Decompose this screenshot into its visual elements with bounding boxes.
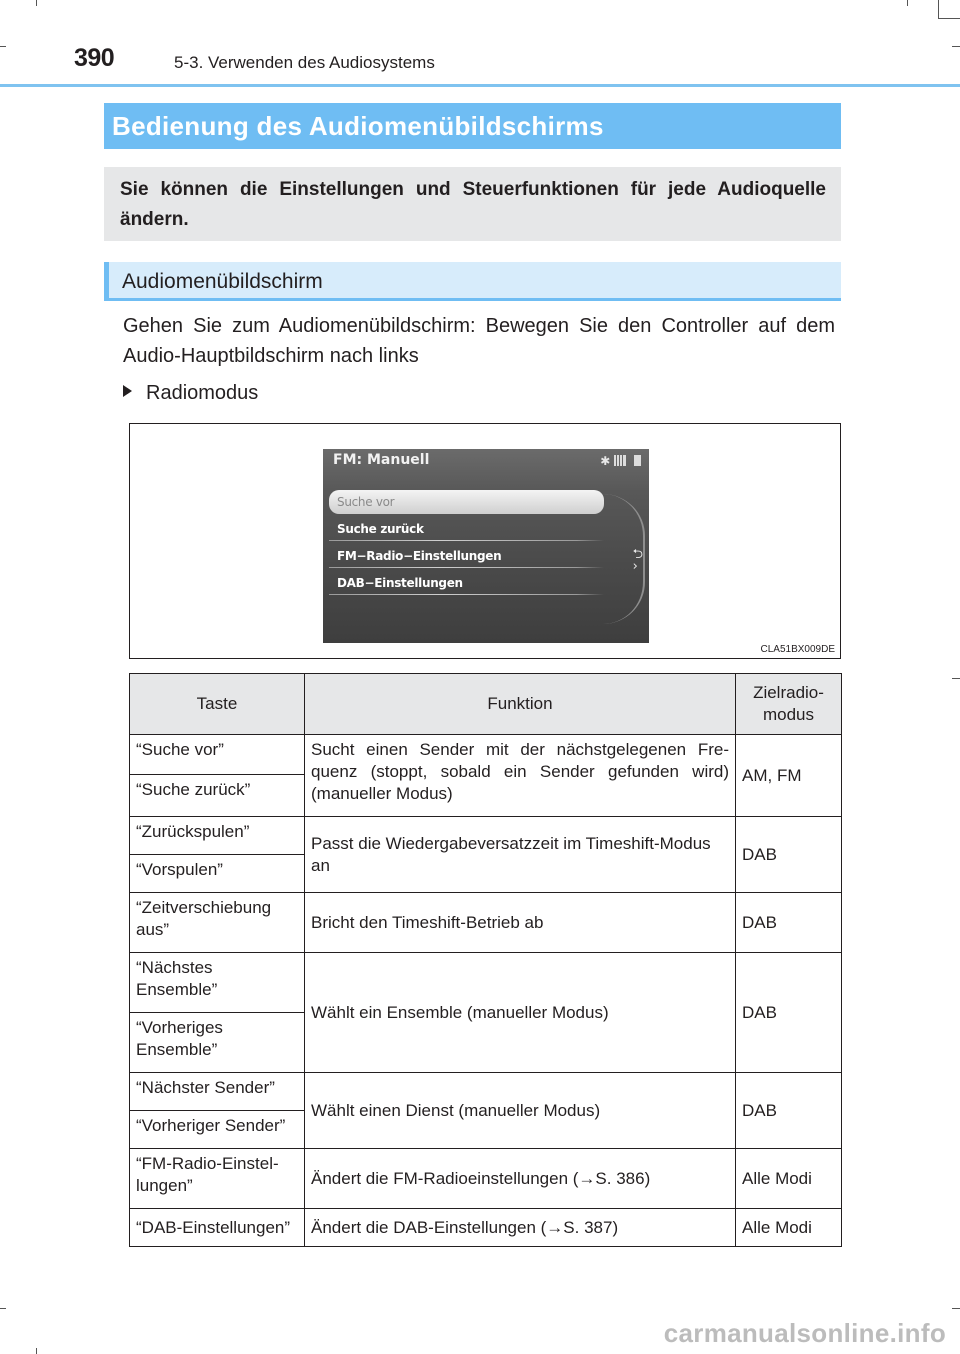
table-row	[130, 953, 842, 1013]
cell-taste: “FM-Radio-Einstel-lungen”	[130, 1149, 305, 1209]
crop-mark	[952, 678, 960, 679]
cell-funktion: Ändert die FM-Radioeinstellungen (→S. 386)	[305, 1149, 736, 1209]
watermark: carmanualsonline.info	[663, 1318, 946, 1348]
cell-funktion: Wählt einen Dienst (manueller Modus)	[305, 1073, 736, 1149]
bullet-item	[123, 379, 258, 407]
crop-mark	[952, 1308, 960, 1309]
cell-modus: DAB	[736, 1073, 842, 1149]
table-row	[130, 893, 842, 953]
screen-title: FM: Manuell	[333, 452, 430, 468]
signal-icon	[614, 455, 626, 466]
back-icon[interactable]: ⮌ ›	[632, 547, 643, 574]
cell-taste: “Suche vor”	[130, 735, 305, 775]
subheading-text: Audiomenübildschirm	[122, 270, 323, 293]
page-title: Bedienung des Audiomenübildschirms	[104, 103, 841, 149]
header-rule	[0, 84, 960, 87]
col-header-funktion: Funktion	[305, 674, 736, 735]
table-row	[130, 817, 842, 855]
table-row	[130, 1209, 842, 1247]
crop-mark	[938, 18, 960, 19]
col-header-modus-text: Zielradio- modus	[753, 683, 824, 724]
menu-item-label: DAB−Einstellungen	[337, 576, 463, 590]
cell-taste: “Zeitverschiebung aus”	[130, 893, 305, 953]
cell-taste: “Vorspulen”	[130, 855, 305, 893]
bullet-text: Radiomodus	[146, 382, 259, 404]
table-row	[130, 1073, 842, 1111]
cell-modus: AM, FM	[736, 735, 842, 817]
cell-funktion: Wählt ein Ensemble (manueller Modus)	[305, 953, 736, 1073]
cell-modus: DAB	[736, 893, 842, 953]
figure-code: CLA51BX009DE	[760, 644, 835, 655]
status-icons	[600, 454, 641, 468]
menu-item-fm-settings[interactable]	[329, 544, 604, 568]
menu-divider	[329, 594, 604, 595]
cell-taste: “Vorheriger Sender”	[130, 1111, 305, 1149]
crop-mark	[952, 46, 960, 47]
cell-funktion: Passt die Wiedergabeversatzzeit im Timeshift-Modus an	[305, 817, 736, 893]
bluetooth-icon: ✱	[600, 454, 611, 468]
menu-item-suche-vor[interactable]: Suche vor	[329, 490, 604, 514]
instruction-paragraph: Gehen Sie zum Audiomenübildschirm: Bewegen Sie den Controller auf dem Audio-Hauptbildschirm nach links	[123, 315, 835, 367]
menu-divider	[329, 540, 604, 541]
table-header-row	[130, 674, 842, 735]
col-header-taste: Taste	[130, 674, 305, 735]
page-number: 390	[74, 44, 115, 72]
cell-taste: “Nächster Sender”	[130, 1073, 305, 1111]
cell-funktion: Bricht den Timeshift-Betrieb ab	[305, 893, 736, 953]
cell-modus: Alle Modi	[736, 1209, 842, 1247]
crop-mark	[0, 1308, 6, 1309]
cell-taste: “Nächstes Ensemble”	[130, 953, 305, 1013]
table-row	[130, 1149, 842, 1209]
cell-taste: “Vorheriges Ensemble”	[130, 1013, 305, 1073]
audio-menu-screen	[323, 449, 649, 643]
cell-taste: “Zurückspulen”	[130, 817, 305, 855]
section-title: 5-3. Verwenden des Audiosystems	[174, 53, 435, 72]
subheading-accent	[104, 262, 109, 298]
cell-funktion: Sucht einen Sender mit der nächstgelegenen Fre-quenz (stoppt, sobald ein Sender gefunden wird) (manueller Modus)	[305, 735, 736, 817]
crop-mark	[36, 1348, 37, 1354]
cell-modus: Alle Modi	[736, 1149, 842, 1209]
cell-taste: “Suche zurück”	[130, 775, 305, 817]
function-table	[129, 673, 842, 1247]
subheading	[104, 262, 841, 301]
crop-mark	[938, 0, 939, 18]
menu-item-dab-settings[interactable]	[329, 571, 604, 595]
menu-item-label: Suche zurück	[337, 522, 424, 536]
menu-item-suche-zurueck[interactable]	[329, 517, 604, 541]
crop-mark	[907, 0, 908, 6]
col-header-modus	[736, 674, 842, 735]
menu-item-label: FM−Radio−Einstellungen	[337, 549, 502, 563]
menu-divider	[329, 567, 604, 568]
cell-taste: “DAB-Einstellungen”	[130, 1209, 305, 1247]
bullet-arrow-icon	[123, 385, 132, 397]
crop-mark	[36, 0, 37, 6]
crop-mark	[0, 46, 6, 47]
cell-modus: DAB	[736, 953, 842, 1073]
battery-icon	[634, 455, 641, 466]
intro-box	[104, 167, 841, 241]
intro-text: Sie können die Einstellungen und Steuerfunktionen für jede Audioquelle ändern.	[120, 179, 826, 230]
cell-funktion: Ändert die DAB-Einstellungen (→S. 387)	[305, 1209, 736, 1247]
cell-modus: DAB	[736, 817, 842, 893]
screen-figure	[129, 423, 841, 659]
table-row	[130, 735, 842, 775]
